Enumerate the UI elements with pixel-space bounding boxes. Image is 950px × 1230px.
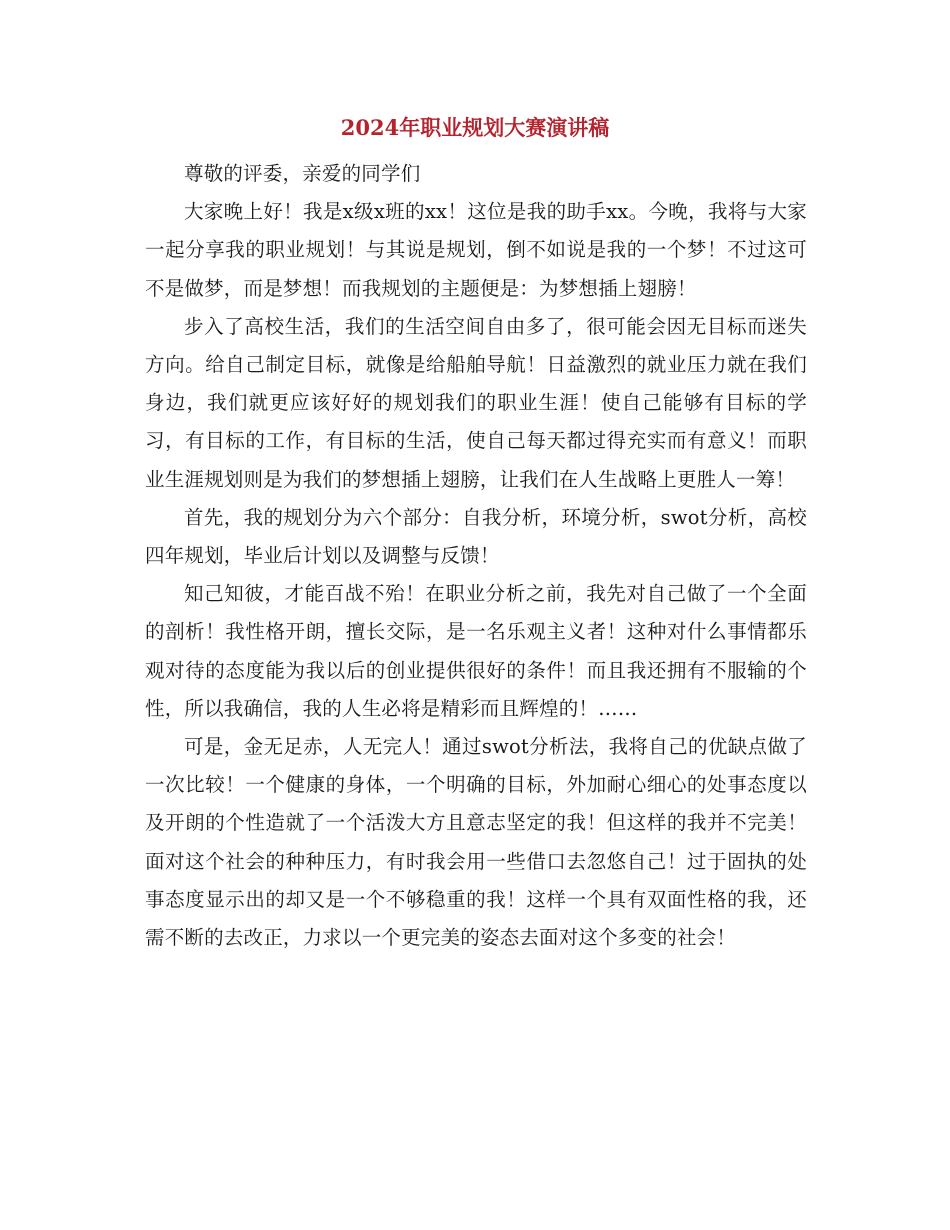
salutation-paragraph: 尊敬的评委，亲爱的同学们	[184, 162, 421, 185]
swot-paragraph: 可是，金无足赤，人无完人！通过swot分析法，我将自己的优缺点做了一次比较！一个健康的身体，一个明确的目标，外加耐心细心的处事态度以及开朗的个性造就了一个活泼大方且意志坚定的我！但这样的我并不完美！面对这个社会的种种压力，有时我会用一些借口去忽悠自己！过于固执的处事态度显示出的却又是一个不够稳重的我！这样一个具有双面性格的我，还需不断的去改正，力求以一个更完美的姿态去面对这个多变的社会！	[145, 735, 807, 950]
plan-outline-paragraph: 首先，我的规划分为六个部分：自我分析，环境分析，swot分析，高校四年规划，毕业后计划以及调整与反馈！	[145, 505, 807, 568]
college-life-paragraph: 步入了高校生活，我们的生活空间自由多了，很可能会因无目标而迷失方向。给自己制定目标，就像是给船舶导航！日益激烈的就业压力就在我们身边，我们就更应该好好的规划我们的职业生涯！使自己能够有目标的学习，有目标的工作，有目标的生活，使自己每天都过得充实而有意义！而职业生涯规划则是为我们的梦想插上翅膀，让我们在人生战略上更胜人一筹！	[145, 314, 807, 491]
document-title: 2024年职业规划大赛演讲稿	[340, 115, 610, 140]
document-body	[145, 155, 807, 957]
self-analysis-paragraph: 知己知彼，才能百战不殆！在职业分析之前，我先对自己做了一个全面的剖析！我性格开朗，擅长交际，是一名乐观主义者！这种对什么事情都乐观对待的态度能为我以后的创业提供很好的条件！而且我还拥有不服输的个性，所以我确信，我的人生必将是精彩而且辉煌的！……	[145, 582, 807, 720]
greeting-paragraph: 大家晚上好！我是x级x班的xx！这位是我的助手xx。今晚，我将与大家一起分享我的职业规划！与其说是规划，倒不如说是我的一个梦！不过这可不是做梦，而是梦想！而我规划的主题便是：为梦想插上翅膀！	[145, 200, 807, 300]
